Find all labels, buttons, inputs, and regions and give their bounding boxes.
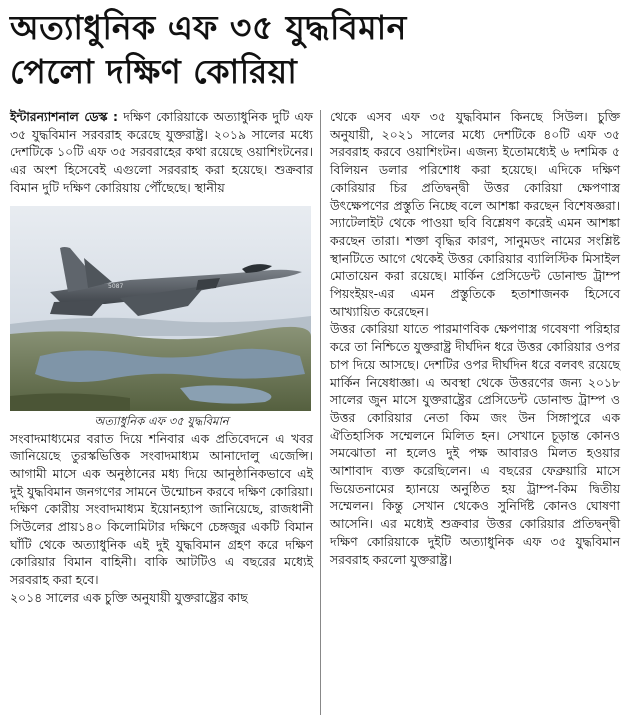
column-divider [320, 110, 321, 715]
article-column-right [330, 108, 620, 568]
dateline: ইন্টারন্যাশনাল ডেস্ক : [10, 109, 118, 124]
lead-text: দক্ষিণ কোরিয়াকে অত্যাধুনিক দুটি এফ ৩৫ যুদ্ধবিমান সরবরাহ করেছে যুক্তরাষ্ট্র। ২০১৯ সালের মধ্যে দেশটিকে ১০টি এফ ৩৫ সরবরাহের কথা রয়েছে ওয়াশিংটনের। এর অংশ হিসেবেই এগুলো সরবরাহ করা হয়েছে। শুক্রবার বিমান দুটি দক্ষিণ কোরিয়ায় পৌঁছেছে। স্থানীয় [10, 109, 313, 195]
headline [10, 6, 620, 94]
article-column-left [10, 108, 313, 607]
right-paragraph-2: উত্তর কোরিয়া যাতে পারমাণবিক ক্ষেপণাস্ত্র গবেষণা পরিহার করে তা নিশ্চিতে যুক্তরাষ্ট্র দীর্ঘদিন ধরে উত্তর কোরিয়ার ওপর চাপ দিয়ে আসছে। দেশটির ওপর দীর্ঘদিন ধরে বলবৎ রয়েছে মার্কিন নিষেধাজ্ঞা। এ অবস্থা থেকে উত্তরণের জন্য ২০১৮ সালের জুন মাসে যুক্তরাষ্ট্রের প্রেসিডেন্ট ডোনাল্ড ট্রাম্প ও উত্তর কোরিয়ার নেতা কিম জং উন সিঙ্গাপুরে এক ঐতিহাসিক সম্মেলনে মিলিত হন। সেখানে চূড়ান্ত কোনও সমঝোতা না হলেও দুই পক্ষ আবারও মিলত হওয়ার আশাবাদ ব্যক্ত করেছিলেন। এ বছরের ফেব্রুয়ারি মাসে ভিয়েতনামের হ্যানয়ে অনুষ্ঠিত হয় ট্রাম্প-কিম দ্বিতীয় সম্মেলন। কিন্তু সেখান থেকেও সুনির্দিষ্ট কোনও ঘোষণা আসেনি। এর মধ্যেই শুক্রবার উত্তর কোরিয়ার প্রতিদ্বন্দ্বী দক্ষিণ কোরিয়াকে দুইটি অত্যাধুনিক এফ ৩৫ যুদ্ধবিমান সরবরাহ করলো যুক্তরাষ্ট্র। [330, 321, 620, 567]
left-last-line: ২০১৪ সালের এক চুক্তি অনুযায়ী যুক্তরাষ্ট্রের কাছ [10, 589, 248, 605]
f35-jet-photo [10, 206, 311, 411]
headline-line-2: পেলো দক্ষিণ কোরিয়া [10, 52, 298, 91]
photo-caption: অত্যাধুনিক এফ ৩৫ যুদ্ধবিমান [94, 413, 229, 428]
right-paragraph-1: থেকে এসব এফ ৩৫ যুদ্ধবিমান কিনছে সিউল। চুক্তি অনুযায়ী, ২০২১ সালের মধ্যে দেশটিকে ৪০টি এফ ৩৫ সরবরাহ করবে ওয়াশিংটন। এজন্য ইতোমধ্যেই ৬ দশমিক ৫ বিলিয়ন ডলার পরিশোধ করা হয়েছে। এদিকে দক্ষিণ কোরিয়ার চির প্রতিদ্বন্দ্বী উত্তর কোরিয়া ক্ষেপণাস্ত্র উৎক্ষেপণের প্রস্তুতি নিচ্ছে বলে আশঙ্কা করছেন বিশেষজ্ঞরা। স্যাটেলাইট থেকে পাওয়া ছবি বিশ্লেষণ করেই এমন আশঙ্কা করছেন তারা। শক্তা বৃদ্ধির কারণ, সানুমডং নামের সংশ্লিষ্ট স্থানটিতে আগে থেকেই উত্তর কোরিয়ার ব্যালিস্টিক মিসাইল মোতায়েন করা রয়েছে। মার্কিন প্রেসিডেন্ট ডোনাল্ড ট্রাম্প পিয়ংইয়ং-এর এমন প্রস্তুতিকে হতাশাজনক হিসেবে আখ্যায়িত করেছেন। [330, 109, 620, 319]
jet-tail-number: 5087 [108, 282, 124, 290]
photo-land-strip [10, 393, 130, 411]
lead-paragraph [10, 108, 313, 197]
headline-line-1: অত্যাধুনিক এফ ৩৫ যুদ্ধবিমান [10, 8, 407, 47]
left-body-paragraph: সংবাদমাধ্যমের বরাত দিয়ে শনিবার এক প্রতিবেদনে এ খবর জানিয়েছে তুরস্কভিত্তিক সংবাদমাধ্যম আনাদোলু এজেন্সি। আগামী মাসে এক অনুষ্ঠানের মধ্য দিয়ে আনুষ্ঠানিকভাবে এই দুই যুদ্ধবিমান জনগণের সামনে উন্মোচন করবে দক্ষিণ কোরিয়া। দক্ষিণ কোরীয় সংবাদমাধ্যম ইয়োনহ্যাপ জানিয়েছে, রাজধানী সিউলের প্রায়১৪০ কিলোমিটার দক্ষিণে চেঙ্গজুর একটি বিমান ঘাঁটি থেকে অত্যাধুনিক এই দুই যুদ্ধবিমান গ্রহণ করে দক্ষিণ কোরিয়ার বিমান বাহিনী। বাকি আটটিও এ বছরের মধ্যেই সরবরাহ করা হবে। [10, 430, 313, 588]
